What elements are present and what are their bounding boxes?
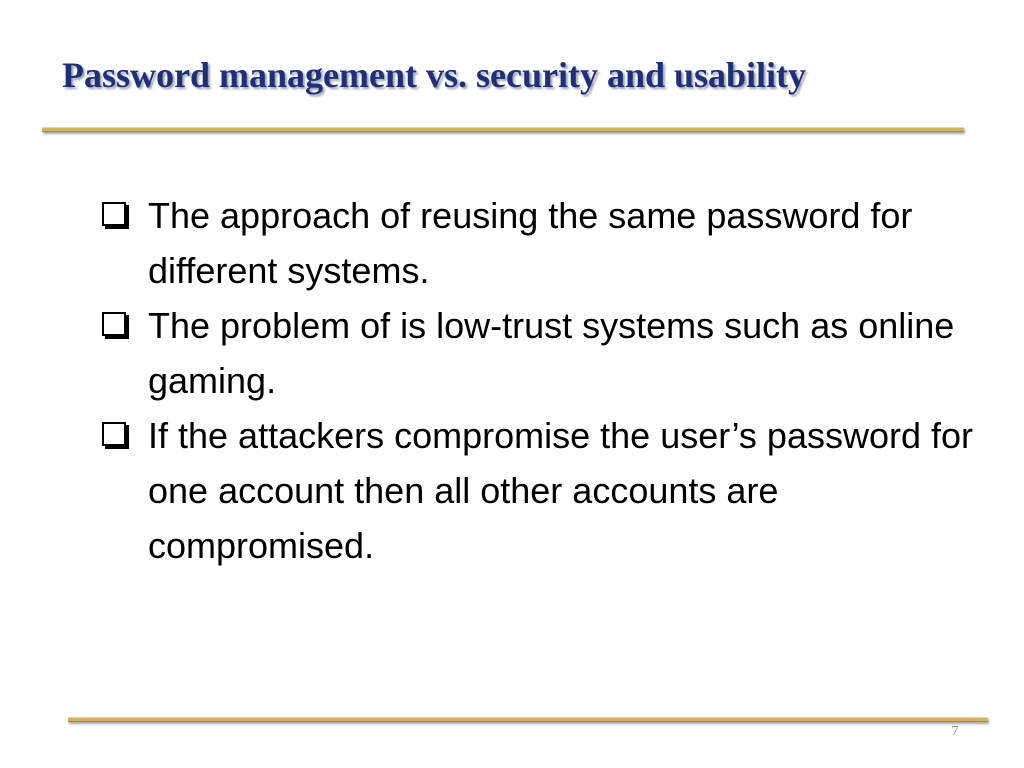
bullet-text: If the attackers compromise the user’s password for one account then all other accounts are compromised. [148, 415, 974, 566]
hollow-square-icon [102, 312, 126, 336]
hollow-square-icon [102, 422, 126, 446]
bullet-item [100, 188, 1000, 298]
footer-divider [68, 717, 988, 722]
bullet-list [100, 188, 1000, 573]
hollow-square-icon [102, 202, 126, 226]
bullet-item [100, 298, 1000, 408]
bullet-item [100, 408, 1000, 573]
page-number: 7 [951, 724, 959, 739]
bullet-text: The approach of reusing the same password for different systems. [148, 195, 913, 291]
title-divider [42, 127, 964, 132]
slide-title: Password management vs. security and usability [62, 55, 807, 95]
bullet-text: The problem of is low-trust systems such as online gaming. [148, 305, 955, 401]
